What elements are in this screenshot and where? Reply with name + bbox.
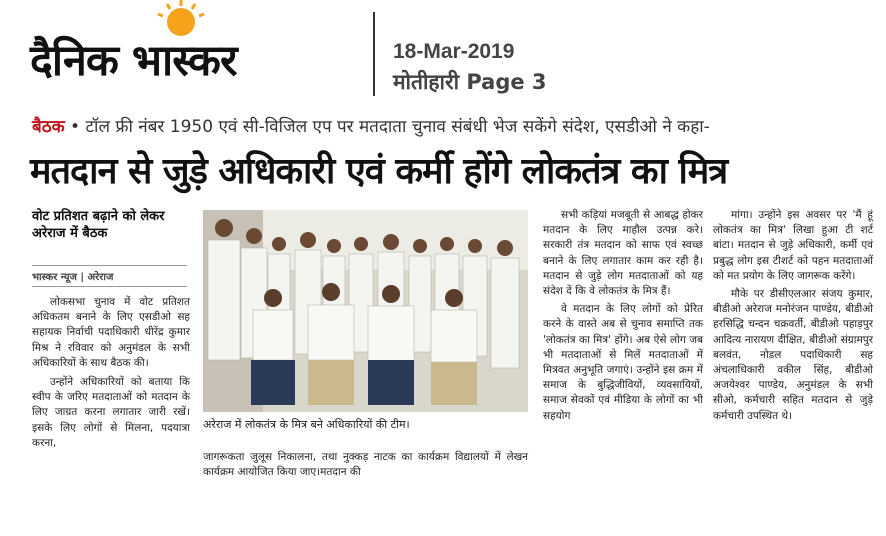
- paragraph: वे मतदान के लिए लोगों को प्रेरित करने के वास्ते अब से चुनाव समाप्ति तक 'लोकतंत्र का मित्र' होंगे। अब ऐसे लोग जब भी मतदाताओं से मिलें मतदाताओं में मित्रवत अनुभूति जगाएं। उन्होंने इस क्रम में समाज के बुद्धिजीवियों, व्यवसायियों, समाज सेवकों एवं मीडिया के लोगों का भी सहयोग: [543, 303, 703, 422]
- photo-caption: अरेराज में लोकतंत्र के मित्र बने अधिकारियों की टीम।: [203, 418, 410, 431]
- kicker-label: बैठक: [32, 117, 65, 137]
- subheadline: वोट प्रतिशत बढ़ाने को लेकर अरेराज में बैठक: [32, 209, 165, 241]
- kicker-line: [32, 114, 710, 137]
- article-column-2: जागरूकता जुलूस निकालना, तथा नुक्कड़ नाटक का कार्यक्रम विद्यालयों में लेखन कार्यक्रम आयोजित किया जाए।मतदान की: [203, 451, 528, 479]
- paragraph: लोकसभा चुनाव में वोट प्रतिशत अधिकतम बनाने के लिए एसडीओ सह सहायक निर्वाची पदाधिकारी धीरेंद्र कुमार मिश्र ने रविवार को अनुमंडल के सभी अधिकारियों के साथ बैठक की।: [32, 296, 190, 369]
- paragraph: सभी कड़ियां मजबूती से आबद्ध होकर मतदान के लिए माहौल उत्पन्न करे। सरकारी तंत्र मतदान को साफ एवं स्वच्छ बनाने के लिए लगातार काम कर रही है।मतदान से जुड़े लोग मतदाताओं को यह संदेश दें कि वे लोकतंत्र के मित्र हैं।: [543, 209, 703, 298]
- edition-date: 18-Mar-2019: [393, 40, 515, 63]
- edition-page: मोतीहारी Page 3: [393, 70, 547, 94]
- masthead-divider: [373, 12, 375, 96]
- article-column-3: [543, 208, 703, 427]
- newspaper-logo: दैनिक भास्कर: [30, 36, 237, 86]
- group-photo-illustration: [203, 210, 528, 412]
- byline: भास्कर न्यूज | अरेराज: [32, 265, 187, 287]
- article-column-4: [713, 208, 873, 427]
- paragraph: मौके पर डीसीएलआर संजय कुमार, बीडीओ अरेराज मनोरंजन पाण्डेय, बीडीओ हरसिद्धि चन्दन चक्रवर्ती, बीडीओ पहाड़पुर आदित्य नारायण दीक्षित, बीडीओ संग्रामपुर बलवंत, नोडल पदाधिकारी सह अंचलाधिकारी वकील सिंह, बीडीओ अजयेश्वर पाण्डेय, अनुमंडल के सभी सीओ, कर्मचारी सहित मतदान से जुड़े कर्मचारी उपस्थित थे।: [713, 288, 873, 422]
- group-photo: [203, 210, 528, 412]
- headline: मतदान से जुड़े अधिकारी एवं कर्मी होंगे लोकतंत्र का मित्र: [30, 151, 728, 192]
- kicker-text: • टॉल फ्री नंबर 1950 एवं सी-विजिल एप पर मतदाता चुनाव संबंधी भेज सकेंगे संदेश, एसडीओ ने कहा-: [64, 117, 710, 137]
- article-column-1: [32, 295, 190, 455]
- paragraph: उन्होंने अधिकारियों को बताया कि स्वीप के जरिए मतदाताओं को मतदान के लिए जाग्रत करना लगातार जारी रखें। इसके लिए लोगों से मिलना, पदयात्रा करना,: [32, 376, 190, 449]
- paragraph: मांगा। उन्होंने इस अवसर पर 'मैं हूं लोकतंत्र का मित्र' लिखा हुआ टी शर्ट बांटा। मतदान से जुड़े अधिकारी, कर्मी एवं प्रबुद्ध लोग इस टीशर्ट को पहन मतदाताओं को मत प्रयोग के लिए जागरूक करेंगे।: [713, 209, 873, 282]
